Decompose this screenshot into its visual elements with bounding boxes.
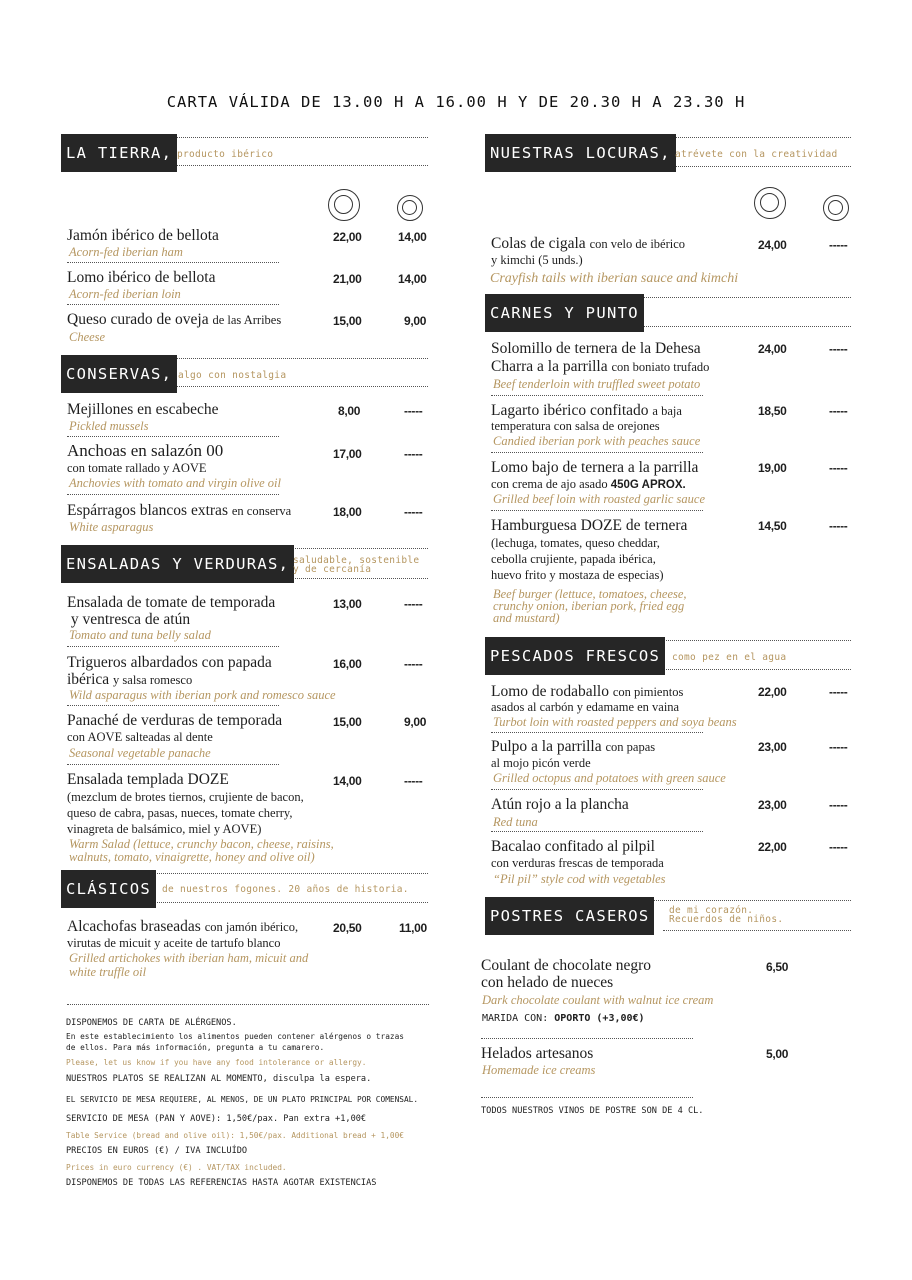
dish-translation: Seasonal vegetable panache (69, 746, 211, 760)
price-full: 8,00 (338, 404, 361, 418)
dish-translation: Grilled beef loin with roasted garlic sauce (493, 492, 706, 506)
price-half: ----- (829, 461, 848, 475)
section-divider (172, 165, 428, 166)
dish-description: vinagreta de balsámico, miel y AOVE) (67, 822, 262, 836)
section-divider (155, 873, 428, 874)
price-half: ----- (404, 505, 423, 519)
full-portion-icon (754, 187, 786, 219)
wine-pairing: MARIDA CON: OPORTO (+3,00€) (482, 1013, 645, 1024)
price-half: ----- (829, 519, 848, 533)
price-half: ----- (829, 740, 848, 754)
dish-name: ibérica y salsa romesco (67, 671, 193, 688)
dish-name: Queso curado de oveja de las Arribes (67, 311, 282, 328)
section-divider (172, 358, 428, 359)
dish-name: Espárragos blancos extras en conserva (67, 502, 292, 519)
dish-name: Charra a la parrilla con boniato trufado (491, 358, 710, 375)
dish-name: con helado de nueces (481, 974, 614, 991)
dish-name: Ensalada templada DOZE (67, 771, 229, 788)
price-half: ----- (829, 685, 848, 699)
price-full: 22,00 (333, 230, 362, 244)
dish-description: (lechuga, tomates, queso cheddar, (491, 536, 660, 550)
section-divider (663, 930, 851, 931)
price-half: ----- (829, 798, 848, 812)
dish-translation: Dark chocolate coulant with walnut ice cream (482, 993, 714, 1007)
dish-description: temperatura con salsa de orejones (491, 419, 660, 433)
section-divider (172, 386, 428, 387)
dish-translation: Anchovies with tomato and virgin olive oil (69, 476, 282, 490)
section-subtitle: de nuestros fogones. 20 años de historia. (162, 884, 409, 895)
section-divider (644, 326, 851, 327)
price-full: 17,00 (333, 447, 362, 461)
section-divider (669, 137, 851, 138)
price-half: ----- (404, 597, 423, 611)
price-full: 13,00 (333, 597, 362, 611)
item-separator (491, 831, 703, 832)
dish-translation: Cheese (69, 330, 106, 344)
section-title-pescados: PESCADOS FRESCOS (485, 637, 665, 675)
price-half: 9,00 (404, 314, 427, 328)
price-full: 14,00 (333, 774, 362, 788)
menu-validity-title: CARTA VÁLIDA DE 13.00 H A 16.00 H Y DE 20.30 H A 23.30 H (166, 93, 746, 111)
section-title-conservas: CONSERVAS, (61, 355, 177, 393)
dish-name: Bacalao confitado al pilpil (491, 838, 655, 855)
allergen-english: Please, let us know if you have any food intolerance or allergy. (66, 1058, 367, 1067)
price-full: 24,00 (758, 238, 787, 252)
prices-english: Prices in euro currency (€) . VAT/TAX included. (66, 1163, 287, 1172)
table-service: SERVICIO DE MESA (PAN Y AOVE): 1,50€/pax. Pan extra +1,00€ (66, 1114, 367, 1124)
price-full: 5,00 (766, 1047, 789, 1061)
dish-translation: Warm Salad (lettuce, crunchy bacon, cheese, raisins, (69, 837, 334, 851)
price-full: 22,00 (758, 685, 787, 699)
price-half: ----- (404, 774, 423, 788)
price-full: 21,00 (333, 272, 362, 286)
price-half: ----- (829, 342, 848, 356)
table-service-english: Table Service (bread and olive oil): 1,50€/pax. Additional bread + 1,00€ (66, 1131, 404, 1140)
item-separator (481, 1038, 693, 1039)
item-separator (491, 732, 703, 733)
cooking-notice: NUESTROS PLATOS SE REALIZAN AL MOMENTO, disculpa la espera. (66, 1074, 372, 1084)
dish-translation: Candied iberian pork with peaches sauce (493, 434, 701, 448)
dish-name: Lomo bajo de ternera a la parrilla (491, 459, 699, 476)
dish-name: Ensalada de tomate de temporada (67, 594, 276, 611)
price-half: 14,00 (398, 230, 427, 244)
dish-name: y ventresca de atún (67, 611, 191, 628)
price-half: ----- (404, 447, 423, 461)
price-full: 24,00 (758, 342, 787, 356)
section-subtitle: atrévete con la creatividad (675, 149, 838, 160)
dish-name: Helados artesanos (481, 1045, 594, 1062)
price-full: 14,50 (758, 519, 787, 533)
section-subtitle: Recuerdos de niños. (669, 914, 784, 925)
dish-translation: Grilled artichokes with iberian ham, micuit and (69, 951, 309, 965)
dish-description: con AOVE salteadas al dente (67, 730, 213, 744)
dish-name: Alcachofas braseadas con jamón ibérico, (67, 918, 299, 935)
half-portion-icon (397, 195, 423, 221)
dish-translation: Tomato and tuna belly salad (69, 628, 211, 642)
full-portion-icon (328, 189, 360, 221)
price-half: 11,00 (399, 921, 427, 935)
price-half: ----- (829, 238, 848, 252)
section-title-carnes: CARNES Y PUNTO (485, 294, 644, 332)
dish-translation: Pickled mussels (69, 419, 149, 433)
footer-separator (67, 1004, 429, 1005)
dish-translation: Turbot loin with roasted peppers and soya beans (493, 715, 737, 729)
section-divider (666, 669, 851, 670)
allergen-notice: DISPONEMOS DE CARTA DE ALÉRGENOS. (66, 1018, 237, 1028)
dish-translation: “Pil pil” style cod with vegetables (493, 872, 666, 886)
section-divider (172, 137, 428, 138)
price-full: 18,00 (333, 505, 362, 519)
section-divider (283, 548, 428, 549)
section-divider (283, 578, 428, 579)
item-separator (67, 262, 279, 263)
dish-description: (mezclum de brotes tiernos, crujiente de bacon, (67, 790, 304, 804)
section-divider (155, 902, 428, 903)
price-half: 9,00 (404, 715, 427, 729)
dish-name: Colas de cigala con velo de ibérico (491, 235, 686, 252)
price-full: 6,50 (766, 960, 789, 974)
section-subtitle: como pez en el agua (672, 652, 787, 663)
price-full: 22,00 (758, 840, 787, 854)
dish-translation: and mustard) (493, 611, 560, 625)
dish-translation: White asparagus (69, 520, 154, 534)
item-separator (491, 510, 703, 511)
dish-description: huevo frito y mostaza de especias) (491, 568, 664, 582)
dish-description: virutas de micuit y aceite de tartufo blanco (67, 936, 281, 950)
dish-name: Jamón ibérico de bellota (67, 227, 219, 244)
item-separator (67, 494, 279, 495)
allergen-details: En este establecimiento los alimentos pueden contener alérgenos o trazas (66, 1032, 404, 1041)
section-subtitle: producto ibérico (177, 149, 274, 160)
section-subtitle: de mi corazón. (669, 905, 754, 916)
dish-translation: Homemade ice creams (482, 1063, 596, 1077)
item-separator (67, 705, 279, 706)
dish-description: cebolla crujiente, papada ibérica, (491, 552, 656, 566)
dish-translation: walnuts, tomato, vinaigrette, honey and olive oil) (69, 850, 315, 864)
dish-name: Lomo ibérico de bellota (67, 269, 216, 286)
item-separator (491, 395, 703, 396)
dish-name: Lagarto ibérico confitado a baja (491, 402, 682, 419)
prices-notice: PRECIOS EN EUROS (€) / IVA INCLUÍDO (66, 1146, 248, 1156)
section-divider (669, 166, 851, 167)
section-title-la-tierra: LA TIERRA, (61, 134, 177, 172)
dish-translation: crunchy onion, iberian pork, fried egg (493, 599, 685, 613)
dish-description: y kimchi (5 unds.) (491, 253, 583, 267)
section-title-locuras: NUESTRAS LOCURAS, (485, 134, 676, 172)
dish-name: Trigueros albardados con papada (67, 654, 272, 671)
dish-description: queso de cabra, pasas, nueces, tomate cherry, (67, 806, 293, 820)
section-subtitle: y de cercanía (293, 564, 372, 575)
dish-name: Mejillones en escabeche (67, 401, 219, 418)
dish-description: con tomate rallado y AOVE (67, 461, 207, 475)
footer-separator (481, 1097, 693, 1098)
dish-translation: white truffle oil (69, 965, 147, 979)
price-half: ----- (404, 657, 423, 671)
section-title-ensaladas: ENSALADAS Y VERDURAS, (61, 545, 294, 583)
half-portion-icon (823, 195, 849, 221)
dish-translation: Beef burger (lettuce, tomatoes, cheese, (493, 587, 687, 601)
dish-name: Panaché de verduras de temporada (67, 712, 283, 729)
service-notice: EL SERVICIO DE MESA REQUIERE, AL MENOS, DE UN PLATO PRINCIPAL POR COMENSAL. (66, 1095, 419, 1104)
dish-name: Lomo de rodaballo con pimientos (491, 683, 684, 700)
price-full: 23,00 (758, 740, 787, 754)
item-separator (67, 764, 279, 765)
dish-translation: Grilled octopus and potatoes with green sauce (493, 771, 726, 785)
price-full: 18,50 (758, 404, 787, 418)
section-title-clasicos: CLÁSICOS (61, 870, 156, 908)
dish-name: Coulant de chocolate negro (481, 957, 652, 974)
dish-description: con verduras frescas de temporada (491, 856, 664, 870)
dish-translation: Crayfish tails with iberian sauce and kimchi (490, 271, 739, 286)
dish-description: al mojo picón verde (491, 756, 591, 770)
dish-name: Hamburguesa DOZE de ternera (491, 517, 688, 534)
price-half: ----- (829, 404, 848, 418)
dish-translation: Acorn-fed iberian loin (69, 287, 181, 301)
stock-notice: DISPONEMOS DE TODAS LAS REFERENCIAS HASTA AGOTAR EXISTENCIAS (66, 1178, 377, 1188)
dish-name: Anchoas en salazón 00 (67, 441, 224, 460)
item-separator (67, 436, 279, 437)
allergen-details: de ellos. Para más información, pregunta a tu camarero. (66, 1043, 325, 1052)
dish-translation: Acorn-fed iberian ham (69, 245, 183, 259)
dessert-wine-notice: TODOS NUESTROS VINOS DE POSTRE SON DE 4 CL. (481, 1106, 704, 1116)
price-full: 16,00 (333, 657, 362, 671)
dish-translation: Red tuna (493, 815, 538, 829)
dish-name: Pulpo a la parrilla con papas (491, 738, 656, 755)
item-separator (491, 789, 703, 790)
section-title-postres: POSTRES CASEROS (485, 897, 654, 935)
dish-description: asados al carbón y edamame en vaina (491, 700, 680, 714)
price-full: 20,50 (333, 921, 362, 935)
dish-translation: Wild asparagus with iberian pork and romesco sauce (69, 688, 336, 702)
section-subtitle: saludable, sostenible (293, 555, 420, 566)
item-separator (491, 452, 703, 453)
item-separator (67, 646, 279, 647)
price-full: 15,00 (333, 715, 362, 729)
dish-translation: Beef tenderloin with truffled sweet potato (493, 377, 701, 391)
item-separator (67, 304, 279, 305)
section-subtitle: algo con nostalgia (178, 370, 287, 381)
price-half: 14,00 (398, 272, 427, 286)
price-full: 23,00 (758, 798, 787, 812)
price-full: 15,00 (333, 314, 362, 328)
dish-name: Solomillo de ternera de la Dehesa (491, 340, 701, 357)
price-half: ----- (829, 840, 848, 854)
dish-name: Atún rojo a la plancha (491, 796, 629, 813)
dish-description: con crema de ajo asado 450G APROX. (491, 477, 686, 491)
price-half: ----- (404, 404, 423, 418)
price-full: 19,00 (758, 461, 787, 475)
